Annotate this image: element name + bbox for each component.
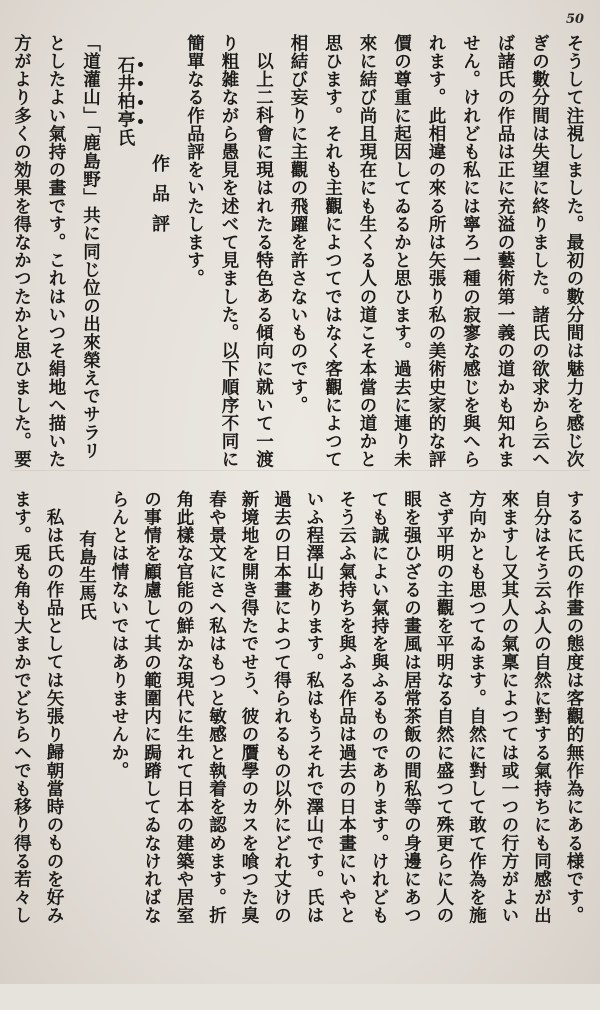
text-column: 思ひます。それも主觀によつてではなく客觀によつて: [322, 34, 343, 469]
artist-name: 石井柏亭氏: [115, 56, 135, 147]
text-column: いふ程澤山あります。私はもうそれで澤山です。氏は: [304, 490, 324, 925]
text-column: 方がより多くの効果を得なかつたかと思ひました。要: [11, 34, 32, 469]
section-heading: 作品評: [149, 154, 170, 244]
emphasis-dot: [138, 100, 143, 105]
text-column: 眼を强ひざるの畫風は居常茶飯の間私等の身邊にあつ: [401, 490, 422, 925]
text-column: の事情を顧慮して其の範圍内に跼蹐してゐなければな: [141, 490, 162, 925]
top-text-block: [11, 34, 584, 469]
text-column: 新境地を開き得たでせう、彼の贋學のカスを喰つた臭: [239, 490, 259, 925]
text-column: り粗雑ながら愚見を述べて見ました。以下順序不同に: [219, 34, 239, 469]
text-column: ます。兎も角も大まかでどちらへでも移り得る若々し: [11, 490, 32, 925]
text-column: 價の尊重に起因してゐるかと思ひます。過去に連り未: [391, 34, 412, 469]
emphasis-dot: [138, 119, 143, 124]
text-column: するに氏の作畫の態度は客觀的無作為にある様です。: [564, 490, 584, 925]
text-column: らんとは情ないではありませんか。: [109, 490, 129, 780]
artist-name: 有島生馬氏: [76, 530, 97, 621]
text-column: としたよい氣持の畫です。これはいつそ絹地へ描いた: [46, 34, 66, 469]
text-column: 相結び妄りに主觀の飛躍を許さないものです。: [288, 34, 308, 415]
emphasis-dots: [134, 62, 146, 124]
text-column: 簡單なる作品評をいたします。: [184, 34, 205, 288]
text-column: れます。此相違の來る所は矢張り私の美術史家的な評: [426, 34, 446, 469]
text-column: 「道灌山」「鹿島野」共に同じ位の出來榮えでサラリ: [80, 34, 101, 460]
text-column: 方向かとも思つてゐます。自然に對して敢て作為を施: [466, 490, 487, 925]
bottom-text-block: [12, 490, 582, 970]
text-column: 來に結び尚且現在にも生くる人の道こそ本當の道かと: [357, 34, 377, 469]
emphasis-dot: [138, 81, 143, 86]
text-column: そう云ふ氣持ちを與ふる作品は過去の日本畫にいやと: [336, 490, 357, 925]
text-column: そうして注視しました。最初の數分間は魅力を感じ次: [564, 34, 584, 469]
text-column: 來ますし又其人の氣稟によつては或一つの行方がよい: [499, 490, 519, 925]
page-number: 50: [566, 12, 585, 27]
text-column: 過去の日本畫によつて得られるもの以外にどれ丈けの: [271, 490, 292, 925]
text-column: 自分はそう云ふ人の自然に對する氣持ちにも同感が出: [531, 490, 552, 925]
text-column: 以上二科會に現はれたる特色ある傾向に就いて一渡: [253, 52, 274, 469]
text-column: ば諸氏の作品は正に充溢の藝術第一義の道かも知れま: [495, 34, 515, 469]
text-column: 私は氏の作品としては矢張り歸朝當時のものを好み: [44, 508, 64, 925]
block-separator: [10, 470, 590, 471]
text-column: さず平明の主觀を平明なる自然に盛つて殊更らに人の: [434, 490, 454, 925]
text-column: 角此樣な官能の鮮かな現代に生れて日本の建築や居室: [174, 490, 194, 925]
text-column: ぎの數分間は失望に終りました。諸氏の欲求から云へ: [529, 34, 550, 469]
text-column: せん。けれども私には寧ろ一種の寂寥な感じを與へら: [460, 34, 481, 469]
text-column: ても誠によい氣持を與ふるものであります。けれども: [369, 490, 389, 925]
text-column: 春や景文にさへ私はもつと敏感と執着を認めます。折: [206, 490, 227, 925]
emphasis-dot: [138, 62, 143, 67]
